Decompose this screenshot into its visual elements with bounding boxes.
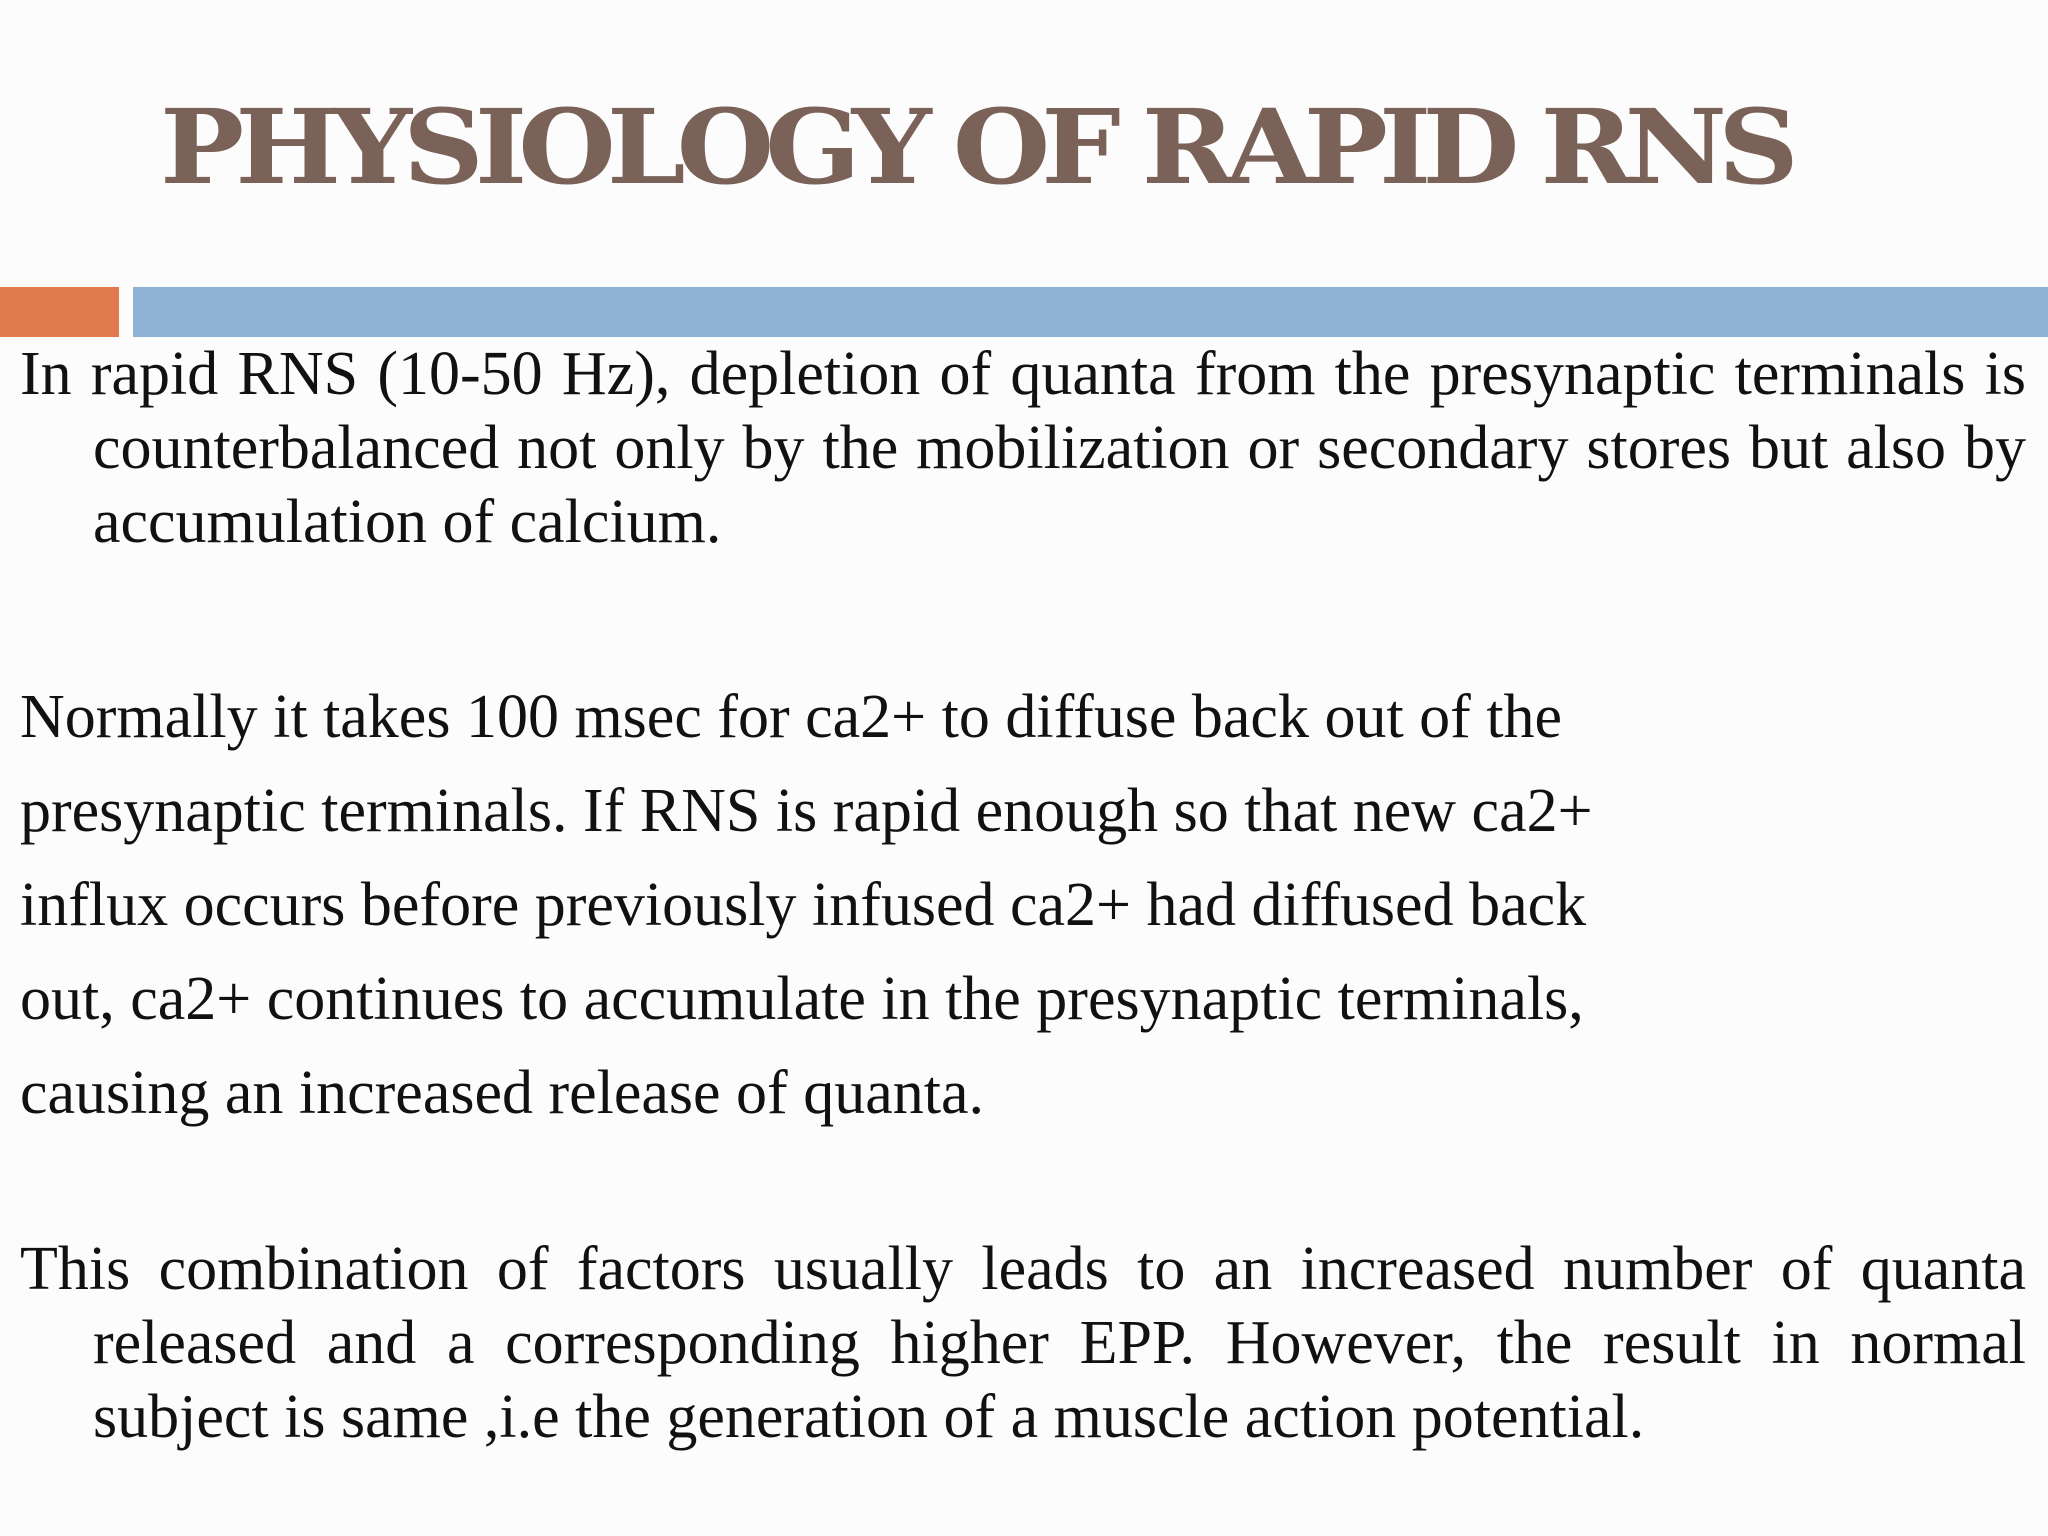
- slide-title: PHYSIOLOGY OF RAPID RNS: [160, 87, 1790, 208]
- paragraph-calcium-diffusion: [20, 670, 1820, 1140]
- paragraph-rapid-rns: In rapid RNS (10-50 Hz), depletion of quanta from the presynaptic terminals is counterbalanced not only by the mobilization or secondary stores but also by accumulation of calcium.: [20, 340, 2026, 556]
- accent-bar-orange: [0, 287, 119, 337]
- paragraph-line: causing an increased release of quanta.: [20, 1059, 984, 1127]
- paragraph-combination-factors: This combination of factors usually leads to an increased number of quanta released and a corresponding higher EPP. However, the result in normal subject is same ,i.e the generation of a muscle action potential.: [20, 1235, 2026, 1451]
- paragraph-line: Normally it takes 100 msec for ca2+ to diffuse back out of the: [20, 683, 1563, 751]
- paragraph-line: influx occurs before previously infused ca2+ had diffused back: [20, 871, 1587, 939]
- accent-bar-blue: [133, 287, 2048, 337]
- paragraph-line: out, ca2+ continues to accumulate in the presynaptic terminals,: [20, 965, 1584, 1033]
- paragraph-line: presynaptic terminals. If RNS is rapid enough so that new ca2+: [20, 777, 1593, 845]
